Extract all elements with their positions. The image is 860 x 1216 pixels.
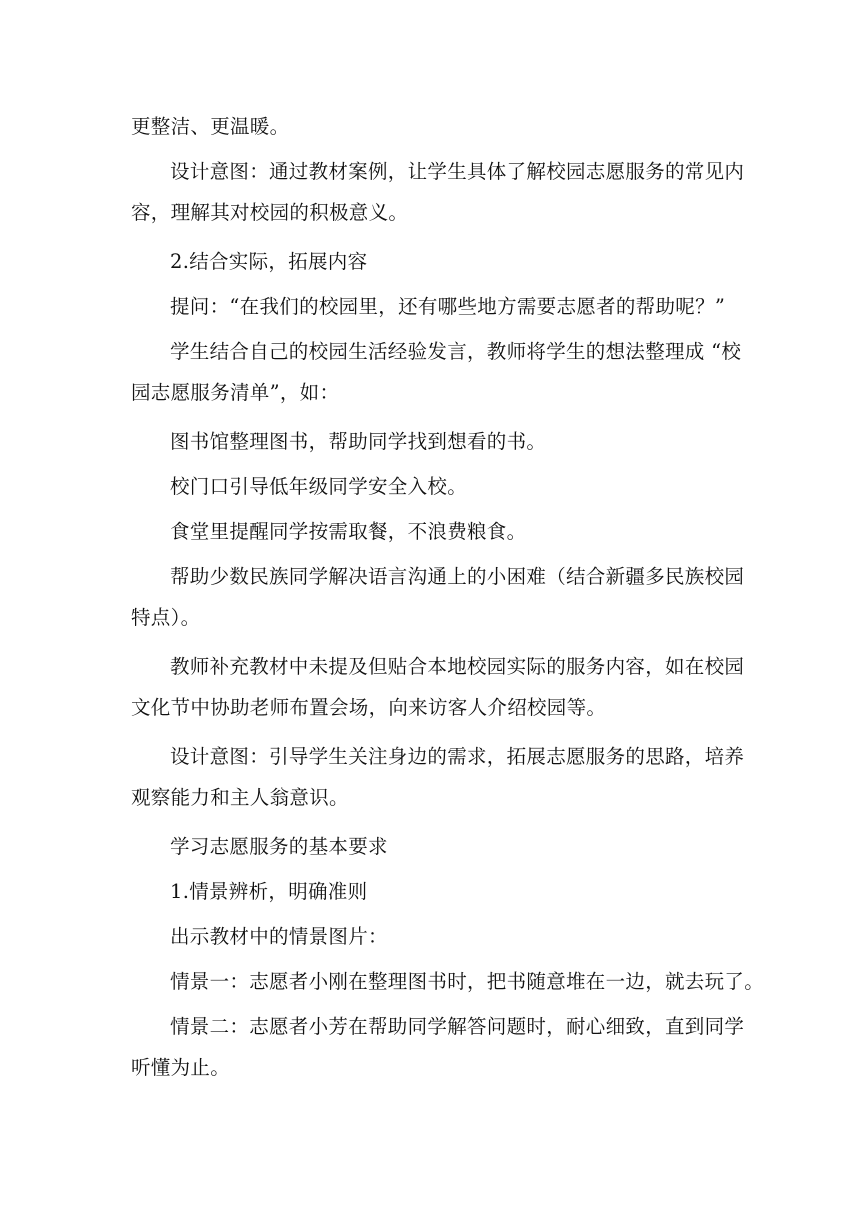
text-line: 教师补充教材中未提及但贴合本地校园实际的服务内容，如在校园 <box>170 655 745 678</box>
text-line: 图书馆整理图书，帮助同学找到想看的书。 <box>170 430 547 453</box>
paragraph-student-ideas <box>131 331 742 413</box>
paragraph-teacher-supplement <box>131 646 745 728</box>
text-line: 情景二：志愿者小芳在帮助同学解答问题时，耐心细致，直到同学 <box>170 1015 745 1038</box>
list-item-canteen <box>131 511 731 552</box>
text-line: 听懂为止。 <box>131 1056 231 1079</box>
paragraph-design-intent-2 <box>131 736 745 818</box>
paragraph-question <box>131 286 731 327</box>
section-heading-1 <box>131 871 731 912</box>
list-item-gate <box>131 466 731 507</box>
text-line: 1.情景辨析，明确准则 <box>170 880 368 903</box>
text-line: 更整洁、更温暖。 <box>131 115 290 138</box>
text-line: 情景一：志愿者小刚在整理图书时，把书随意堆在一边，就去玩了。 <box>170 970 765 993</box>
paragraph-show-pictures <box>131 916 731 957</box>
list-item-language-help <box>131 556 745 638</box>
paragraph-design-intent-1 <box>131 151 745 233</box>
section-heading-requirements <box>131 826 731 867</box>
text-line: 设计意图：引导学生关注身边的需求，拓展志愿服务的思路，培养 <box>170 745 745 768</box>
text-line: 园志愿服务清单”，如： <box>131 381 340 404</box>
text-line: 出示教材中的情景图片： <box>170 925 388 948</box>
paragraph-scenario-2 <box>131 1006 745 1088</box>
text-line: 容，理解其对校园的积极意义。 <box>131 201 409 224</box>
text-line: 校门口引导低年级同学安全入校。 <box>170 475 468 498</box>
text-line: 文化节中协助老师布置会场，向来访客人介绍校园等。 <box>131 696 607 719</box>
paragraph-scenario-1 <box>131 961 765 1002</box>
text-line: 2.结合实际，拓展内容 <box>170 250 368 273</box>
text-line: 观察能力和主人翁意识。 <box>131 786 349 809</box>
text-line: 帮助少数民族同学解决语言沟通上的小困难（结合新疆多民族校园 <box>170 565 745 588</box>
paragraph-continuation <box>131 106 731 147</box>
text-line: 提问：“在我们的校园里，还有哪些地方需要志愿者的帮助呢？” <box>170 295 726 318</box>
text-line: 学生结合自己的校园生活经验发言，教师将学生的想法整理成 “校 <box>170 340 742 363</box>
section-heading-2 <box>131 241 731 282</box>
text-line: 学习志愿服务的基本要求 <box>170 835 388 858</box>
text-line: 特点）。 <box>131 606 201 629</box>
list-item-library <box>131 421 731 462</box>
text-line: 设计意图：通过教材案例，让学生具体了解校园志愿服务的常见内 <box>170 160 745 183</box>
text-line: 食堂里提醒同学按需取餐，不浪费粮食。 <box>170 520 527 543</box>
